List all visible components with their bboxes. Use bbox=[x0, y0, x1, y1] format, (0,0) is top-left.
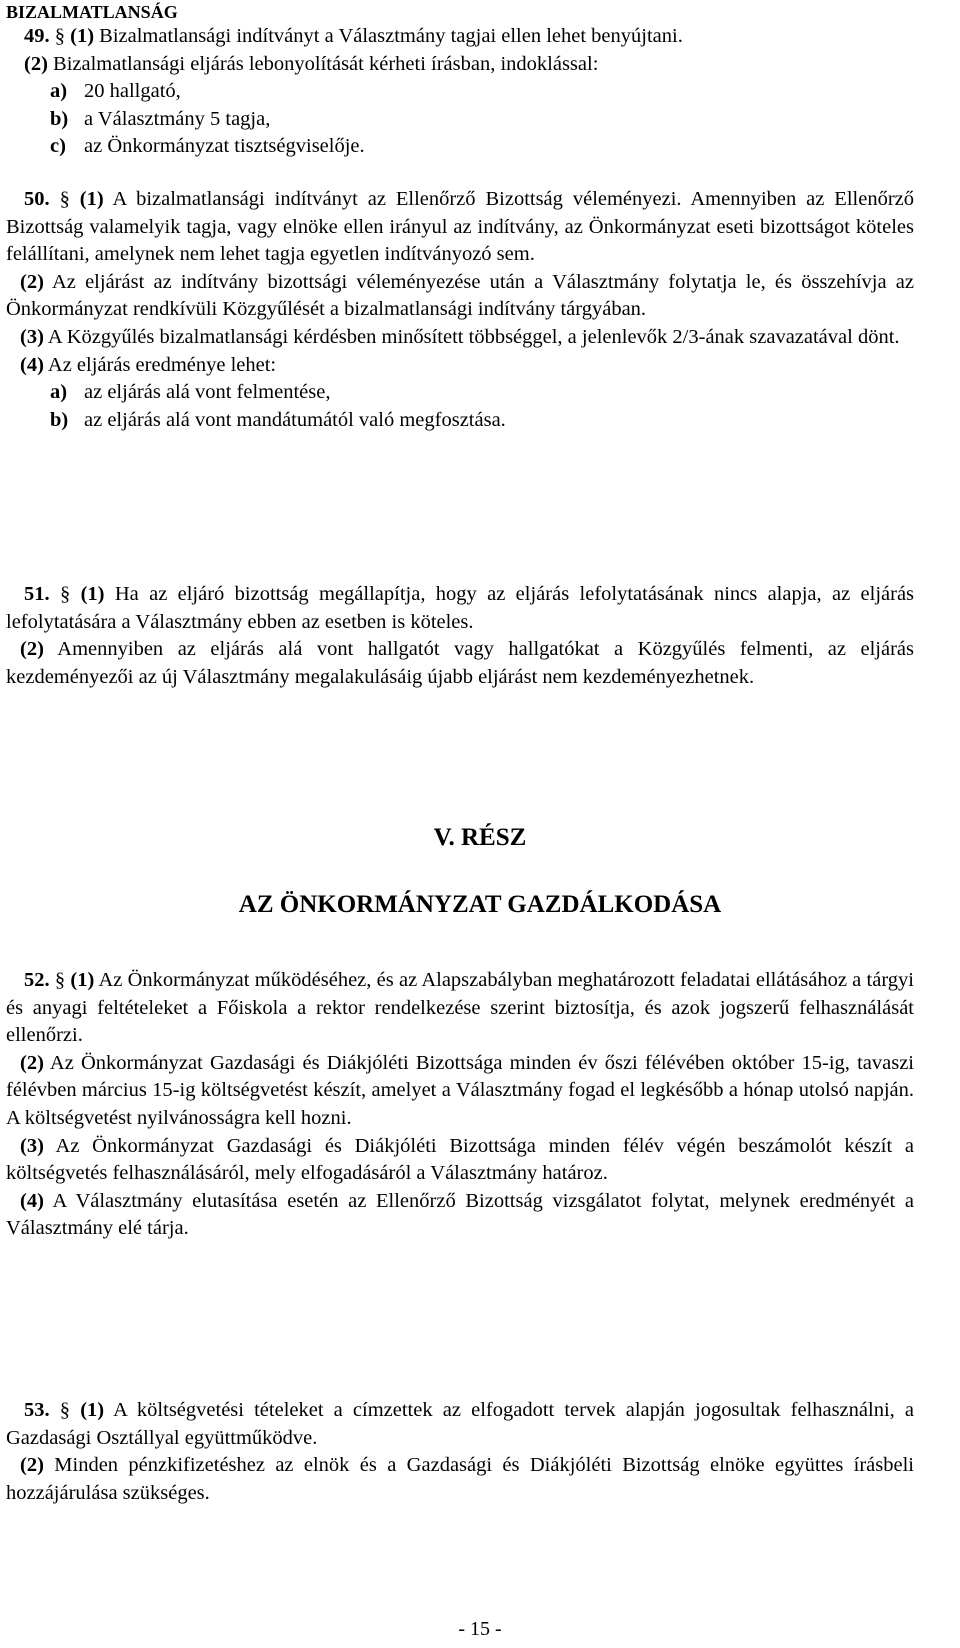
section-sign: § bbox=[54, 25, 65, 47]
paragraph-49-2 bbox=[6, 51, 914, 79]
paragraph-text: Az eljárás eredménye lehet: bbox=[43, 353, 277, 376]
section-title: BIZALMATLANSÁG bbox=[6, 2, 178, 22]
subsection-number: (4) bbox=[20, 1189, 44, 1212]
paragraph-50-4 bbox=[6, 352, 914, 380]
section-sign: § bbox=[59, 1399, 71, 1421]
section-52 bbox=[6, 967, 914, 1243]
paragraph-52-2 bbox=[6, 1050, 914, 1133]
list-text: az eljárás alá vont felmentése, bbox=[84, 381, 331, 404]
paragraph-53-2 bbox=[6, 1452, 914, 1507]
page-number: - 15 - bbox=[458, 1618, 502, 1640]
paragraph-text: Bizalmatlansági eljárás lebonyolítását kérheti írásban, indoklással: bbox=[47, 52, 599, 75]
subsection-number: (2) bbox=[20, 1454, 44, 1477]
list-text: az Önkormányzat tisztségviselője. bbox=[84, 135, 365, 158]
paragraph-52-4 bbox=[6, 1188, 914, 1243]
section-sign: § bbox=[54, 969, 66, 991]
subsection-number: (2) bbox=[24, 52, 48, 75]
paragraph-text: Bizalmatlansági indítványt a Választmány tagjai ellen lehet benyújtani. bbox=[94, 25, 683, 47]
subsection-number: (4) bbox=[20, 353, 44, 376]
paragraph-text: Ha az eljáró bizottság megállapítja, hogy az eljárás lefolytatásának nincs alapja, az eljárás lefolytatására a Választmány ebben az esetben is köteles. bbox=[6, 583, 915, 633]
part-number: V. RÉSZ bbox=[433, 824, 527, 851]
paragraph-51-2 bbox=[6, 636, 914, 691]
section-51 bbox=[6, 581, 914, 691]
section-number: 50. bbox=[24, 188, 50, 210]
list-letter: b) bbox=[50, 107, 69, 130]
paragraph-50-3 bbox=[6, 324, 914, 352]
paragraph-50-2 bbox=[6, 269, 914, 324]
list-item bbox=[6, 133, 914, 161]
paragraph-text: Az Önkormányzat Gazdasági és Diákjóléti Bizottsága minden félév végén beszámolót készít a költségvetés felhasználásáról, mely elfogadásáról a Választmány határoz. bbox=[6, 1134, 914, 1185]
subsection-number: (1) bbox=[79, 188, 104, 210]
paragraph-50-1 bbox=[6, 186, 914, 269]
part-title: AZ ÖNKORMÁNYZAT GAZDÁLKODÁSA bbox=[238, 891, 722, 918]
list-letter: c) bbox=[50, 135, 66, 158]
subsection-number: (2) bbox=[20, 1051, 44, 1074]
paragraph-text: A Közgyűlés bizalmatlansági kérdésben minősített többséggel, a jelenlevők 2/3-ának szavazatával dönt. bbox=[43, 325, 900, 348]
subsection-number: (3) bbox=[20, 1134, 44, 1157]
section-50 bbox=[6, 186, 914, 434]
list-letter: a) bbox=[50, 381, 68, 404]
paragraph-52-1 bbox=[6, 967, 914, 1050]
paragraph-text: Az eljárást az indítvány bizottsági véleményezése után a Választmány folytatja le, és összehívja az Önkormányzat rendkívüli Közgyűlését a bizalmatlansági indítvány tárgyában. bbox=[6, 270, 914, 321]
list-text: a Választmány 5 tagja, bbox=[84, 107, 271, 130]
list-letter: a) bbox=[50, 80, 68, 103]
subsection-number: (2) bbox=[20, 270, 44, 293]
subsection-number: (1) bbox=[70, 25, 95, 47]
list-item bbox=[6, 106, 914, 134]
paragraph-text: Amennyiben az eljárás alá vont hallgatót vagy hallgatókat a Közgyűlés felmenti, az eljárás kezdeményezői az új Választmány megalakulásáig újabb eljárást nem kezdeményezhetnek. bbox=[6, 638, 914, 688]
subsection-number: (1) bbox=[70, 969, 95, 991]
list-item bbox=[6, 78, 914, 106]
paragraph-53-1 bbox=[6, 1397, 914, 1452]
section-49 bbox=[6, 23, 914, 161]
section-sign: § bbox=[59, 583, 71, 605]
subsection-number: (2) bbox=[20, 638, 44, 661]
paragraph-text: A Választmány elutasítása esetén az Ellenőrző Bizottság vizsgálatot folytat, melynek eredményét a Választmány elé tárja. bbox=[6, 1189, 914, 1240]
list-item bbox=[6, 407, 914, 435]
section-53 bbox=[6, 1397, 914, 1507]
list-item bbox=[6, 379, 914, 407]
section-number: 52. bbox=[24, 969, 50, 991]
list-text: az eljárás alá vont mandátumától való megfosztása. bbox=[84, 408, 506, 431]
list-letter: b) bbox=[50, 408, 69, 431]
section-number: 53. bbox=[24, 1399, 50, 1421]
paragraph-text: A költségvetési tételeket a címzettek az elfogadott tervek alapján jogosultak felhasználni, a Gazdasági Osztállyal együttműködve. bbox=[6, 1399, 915, 1449]
subsection-number: (1) bbox=[80, 1399, 105, 1421]
list-text: 20 hallgató, bbox=[84, 80, 181, 103]
subsection-number: (3) bbox=[20, 325, 44, 348]
section-sign: § bbox=[59, 188, 70, 210]
paragraph-text: Az Önkormányzat Gazdasági és Diákjóléti Bizottsága minden év őszi félévében október 15-ig, tavaszi félévben március 15-ig költségvetést készít, amelyet a Választmány fogad el legkésőbb a hónap utolsó napján. A költségvetést nyilvánosságra kell hozni. bbox=[6, 1051, 914, 1129]
paragraph-51-1 bbox=[6, 581, 914, 636]
paragraph-text: Az Önkormányzat működéséhez, és az Alapszabályban meghatározott feladatai ellátásához a tárgyi és anyagi feltételeket a Főiskola a rektor rendelkezése szerint biztosítja, és azok jogszerű felhasználását ellenőrzi. bbox=[6, 969, 914, 1047]
paragraph-text: Minden pénzkifizetéshez az elnök és a Gazdasági és Diákjóléti Bizottság elnöke együttes írásbeli hozzájárulása szükséges. bbox=[6, 1454, 914, 1504]
section-number: 49. bbox=[24, 25, 50, 47]
subsection-number: (1) bbox=[80, 583, 105, 605]
section-number: 51. bbox=[24, 583, 50, 605]
paragraph-52-3 bbox=[6, 1133, 914, 1188]
paragraph-text: A bizalmatlansági indítványt az Ellenőrző Bizottság véleményezi. Amennyiben az Ellenőrző Bizottság valamelyik tagja, vagy elnöke ellen irányul az indítvány, az Önkormányzat eseti bizottságot köteles felállítani, amelynek nem lehet tagja egyetlen indítványozó sem. bbox=[6, 188, 914, 266]
paragraph-49-1 bbox=[6, 23, 914, 51]
